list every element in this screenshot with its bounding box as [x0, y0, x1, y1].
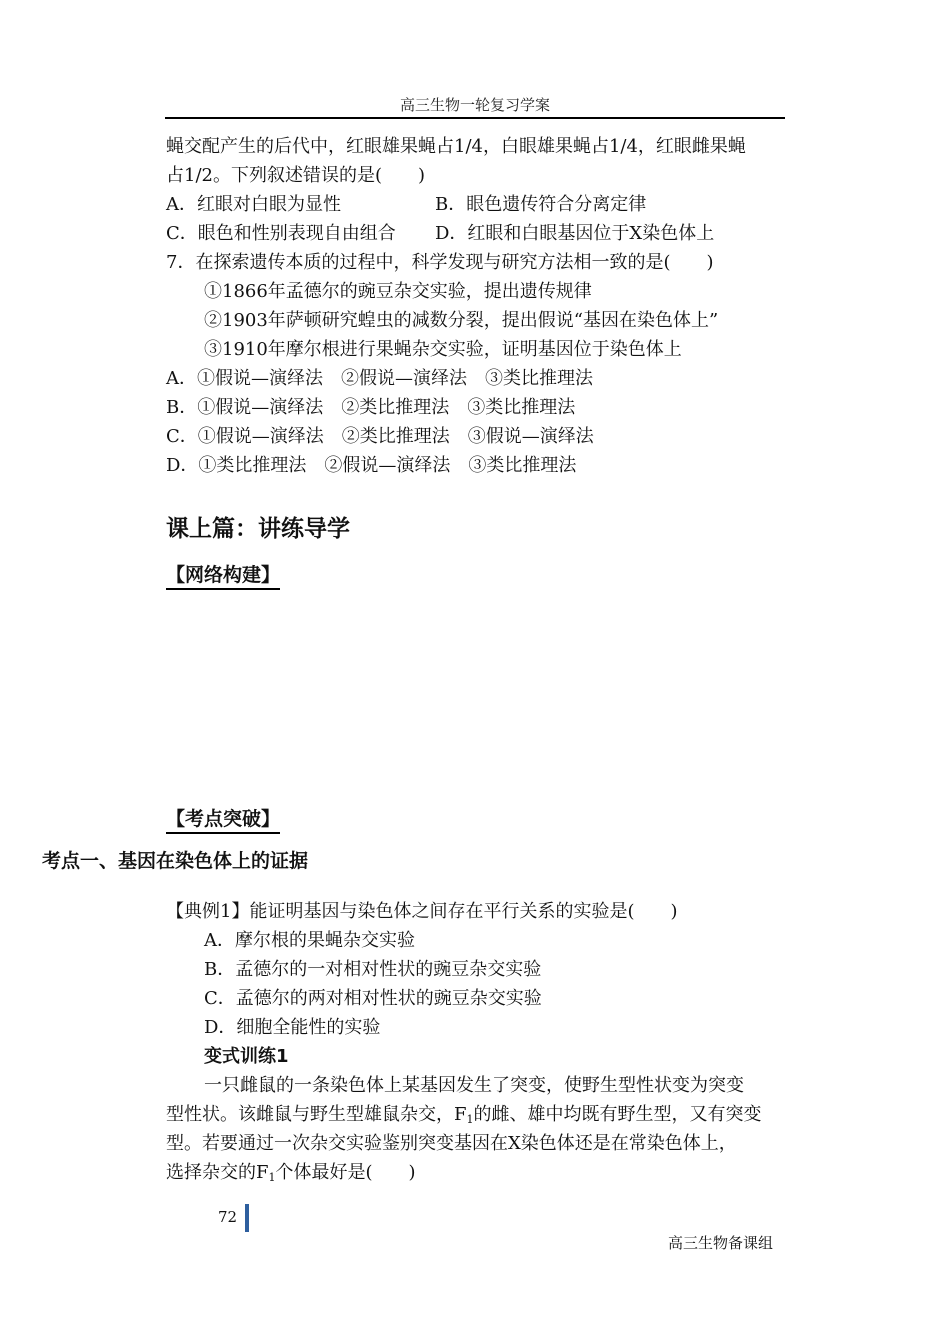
- page-number-bar: [245, 1204, 249, 1232]
- header-rule: [165, 117, 785, 119]
- q6-option-b: B．眼色遗传符合分离定律: [435, 194, 647, 215]
- variant1-title: 变式训练1: [204, 1046, 289, 1067]
- page-number: 72: [218, 1208, 238, 1226]
- variant1-line3: 型。若要通过一次杂交实验鉴别突变基因在X染色体还是在常染色体上，: [166, 1133, 737, 1154]
- q7-option-c: C．①假说—演绎法 ②类比推理法 ③假说—演绎法: [166, 426, 594, 447]
- network-heading: 【网络构建】: [166, 564, 280, 590]
- q6-option-c: C．眼色和性别表现自由组合: [166, 223, 396, 244]
- q7-item-3: ③1910年摩尔根进行果蝇杂交实验，证明基因位于染色体上: [204, 339, 682, 360]
- q6-stem-line1: 蝇交配产生的后代中，红眼雄果蝇占1/4，白眼雄果蝇占1/4，红眼雌果蝇: [166, 136, 746, 157]
- example1-option-a: A．摩尔根的果蝇杂交实验: [204, 930, 415, 951]
- q7-item-2: ②1903年萨顿研究蝗虫的减数分裂，提出假说“基因在染色体上”: [204, 310, 719, 331]
- q6-stem-line2: 占1/2。下列叙述错误的是( ): [166, 165, 426, 186]
- q7-option-b: B．①假说—演绎法 ②类比推理法 ③类比推理法: [166, 397, 576, 418]
- variant1-line1: 一只雌鼠的一条染色体上某基因发生了突变，使野生型性状变为突变: [204, 1075, 744, 1096]
- q6-option-d: D．红眼和白眼基因位于X染色体上: [435, 223, 715, 244]
- q7-option-a: A．①假说—演绎法 ②假说—演绎法 ③类比推理法: [166, 368, 593, 389]
- q7-item-1: ①1866年孟德尔的豌豆杂交实验，提出遗传规律: [204, 281, 592, 302]
- variant1-line4: 选择杂交的$F_1$个体最好是( ): [166, 1162, 416, 1184]
- page-header-title: 高三生物一轮复习学案: [399, 96, 550, 114]
- example1-option-b: B．孟德尔的一对相对性状的豌豆杂交实验: [204, 959, 542, 980]
- example1-option-c: C．孟德尔的两对相对性状的豌豆杂交实验: [204, 988, 542, 1009]
- footer-group: 高三生物备课组: [668, 1234, 774, 1252]
- example1-stem: 【典例1】能证明基因与染色体之间存在平行关系的实验是( ): [166, 901, 678, 922]
- q7-stem: 7．在探索遗传本质的过程中，科学发现与研究方法相一致的是( ): [166, 252, 714, 273]
- section-title: 课上篇：讲练导学: [166, 516, 350, 542]
- q6-option-a: A．红眼对白眼为显性: [166, 194, 341, 215]
- q7-option-d: D．①类比推理法 ②假说—演绎法 ③类比推理法: [166, 455, 577, 476]
- breakthrough-heading: 【考点突破】: [166, 808, 280, 834]
- kaodian-1-title: 考点一、基因在染色体上的证据: [42, 850, 309, 872]
- variant1-line2: 型性状。该雌鼠与野生型雄鼠杂交，$F_1$的雌、雄中均既有野生型，又有突变: [166, 1104, 762, 1126]
- example1-option-d: D．细胞全能性的实验: [204, 1017, 381, 1038]
